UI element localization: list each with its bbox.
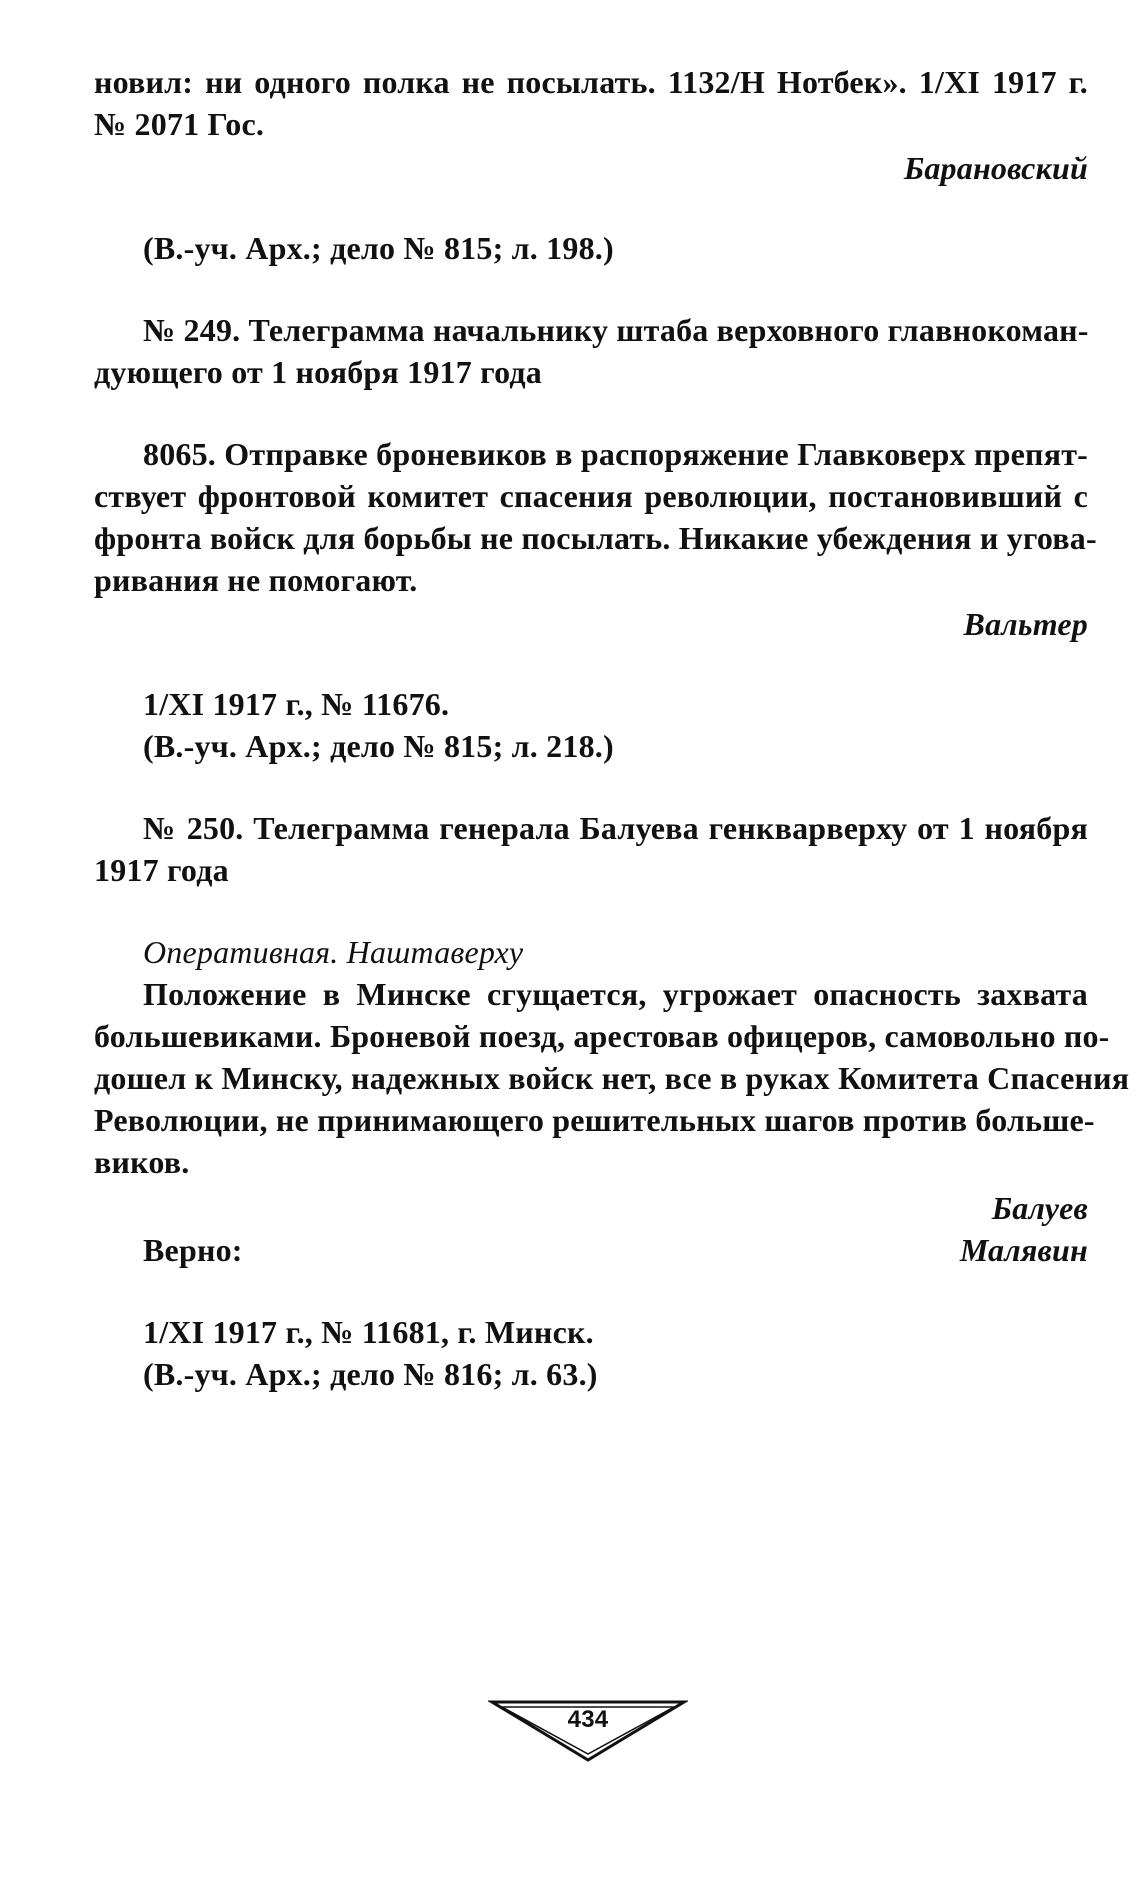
signature-valter: Вальтер	[963, 606, 1088, 642]
continuation-line-1: новил: ни одного полка не посылать. 1132/Н Нотбек». 1/XI 1917 г.	[94, 64, 1088, 100]
doc250-title-line-1: № 250. Телеграмма генерала Балуева генкварверху от 1 ноября	[143, 810, 1088, 846]
doc249-date: 1/XI 1917 г., № 11676.	[143, 686, 450, 722]
archive-ref-198: (В.-уч. Арх.; дело № 815; л. 198.)	[143, 230, 614, 266]
doc250-body-line-2: большевиками. Броневой поезд, арестовав офицеров, самовольно по-	[94, 1018, 1110, 1054]
doc250-heading: Оперативная. Наштаверху	[143, 934, 524, 970]
doc249-title-line-2: дующего от 1 ноября 1917 года	[94, 354, 542, 390]
doc249-body-line-4: ривания не помогают.	[94, 562, 418, 598]
doc250-title-line-2: 1917 года	[94, 852, 229, 888]
archive-ref-218: (В.-уч. Арх.; дело № 815; л. 218.)	[143, 728, 614, 764]
doc250-body-line-3: дошел к Минску, надежных войск нет, все в руках Комитета Спасения	[94, 1060, 1130, 1096]
signature-baluev: Балуев	[991, 1190, 1088, 1226]
doc250-body-line-4: Революции, не принимающего решительных шагов против больше-	[94, 1102, 1095, 1138]
signature-baranovsky: Барановский	[903, 150, 1088, 186]
doc249-body-line-1: 8065. Отправке броневиков в распоряжение Главковерх препят-	[143, 436, 1088, 472]
continuation-line-2: № 2071 Гос.	[94, 106, 265, 142]
signature-malyavin: Малявин	[959, 1232, 1088, 1268]
doc250-body-line-5: виков.	[94, 1144, 190, 1180]
page-number-ornament	[488, 1698, 688, 1778]
doc249-body-line-2: ствует фронтовой комитет спасения революции, постановивший с	[94, 478, 1088, 514]
doc249-body-line-3: фронта войск для борьбы не посылать. Никакие убеждения и угова-	[94, 520, 1097, 556]
verno-label: Верно:	[143, 1232, 243, 1268]
doc249-title-line-1: № 249. Телеграмма начальнику штаба верховного главнокоман-	[143, 312, 1089, 348]
page-number: 434	[567, 1706, 609, 1733]
doc250-date: 1/XI 1917 г., № 11681, г. Минск.	[143, 1314, 594, 1350]
archive-ref-63: (В.-уч. Арх.; дело № 816; л. 63.)	[143, 1356, 598, 1392]
doc250-body-line-1: Положение в Минске сгущается, угрожает опасность захвата	[143, 976, 1088, 1012]
